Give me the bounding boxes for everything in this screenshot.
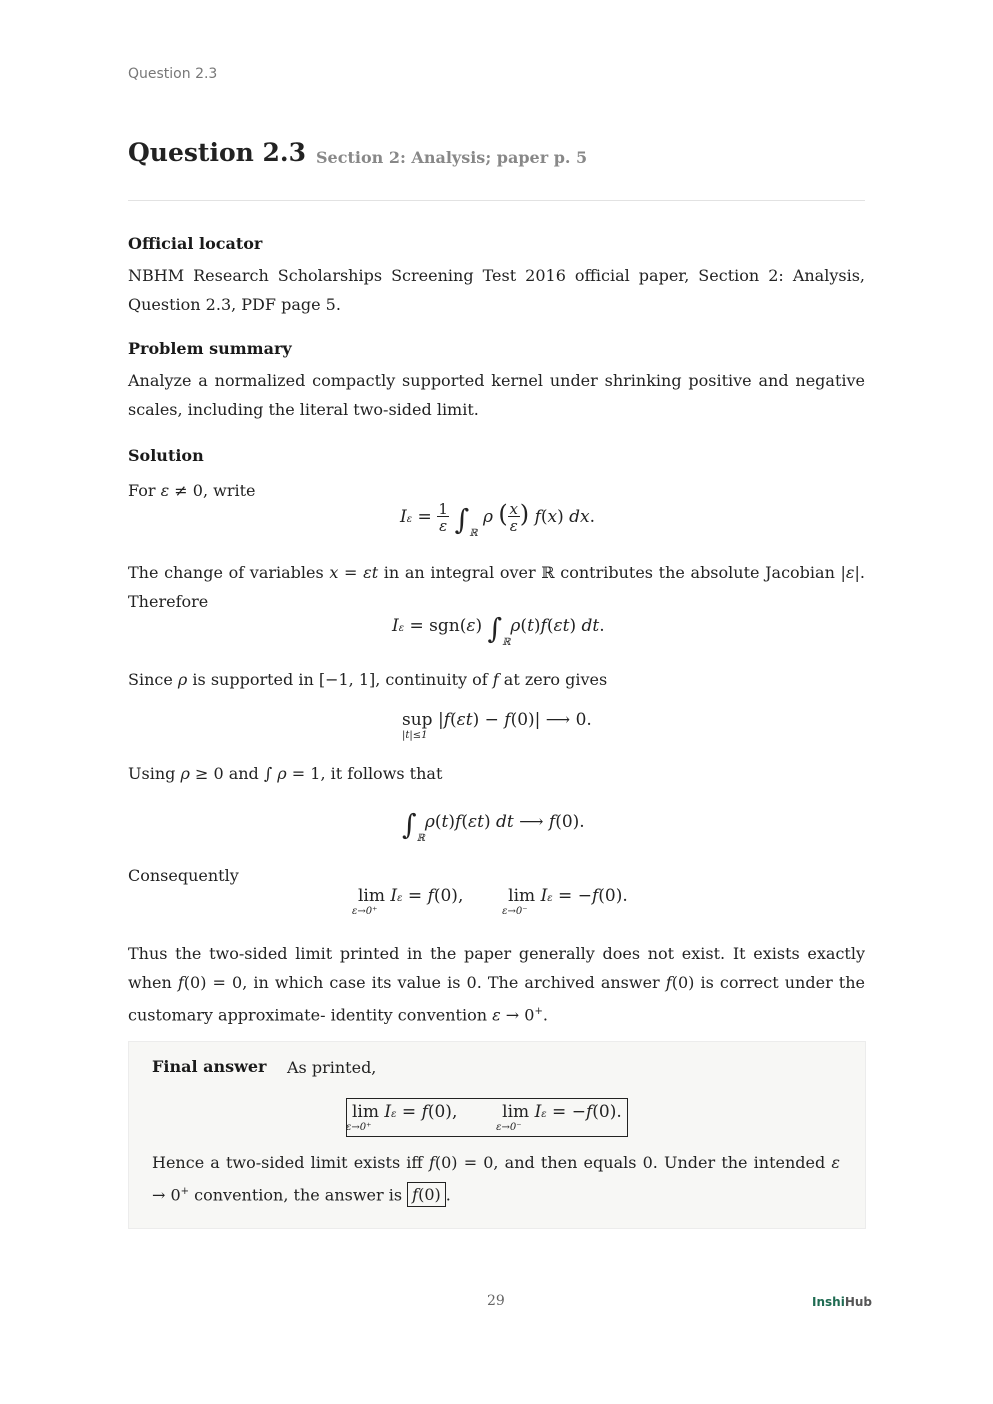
brand-part-1: Inshi xyxy=(812,1295,845,1309)
solution-paragraph-6: Thus the two-sided limit printed in the paper generally does not exist. It exists exactly when f(0) = 0, in which case its value is 0. The archived answer f(0) is correct under the customary approximate- identity convention ε → 0+. xyxy=(128,944,866,1025)
final-answer-text: Hence a two-sided limit exists iff f(0) = 0, and then equals 0. Under the intended ε → 0+ convention, the answer is f(0) . xyxy=(152,1148,840,1209)
final-answer-label: Final answer xyxy=(152,1057,267,1076)
summary-heading: Problem summary xyxy=(128,339,292,358)
summary-text: Analyze a normalized compactly supported kernel under shrinking positive and negative scales, including the literal two-sided limit. xyxy=(128,371,865,419)
solution-paragraph-5: Consequently xyxy=(128,866,239,885)
solution-paragraph-4: Using ρ ≥ 0 and ∫ ρ = 1, it follows that xyxy=(128,764,443,783)
locator-text: NBHM Research Scholarships Screening Test 2016 official paper, Section 2: Analysis, Question 2.3, PDF page 5. xyxy=(128,266,865,314)
equation-5: lim ε→0⁺ Iε = f(0), lim ε→0⁻ Iε = −f(0). xyxy=(352,886,628,917)
brand-logo xyxy=(812,1295,872,1309)
title-divider xyxy=(128,200,865,201)
solution-heading: Solution xyxy=(128,446,204,465)
question-title: Question 2.3 xyxy=(128,138,307,167)
solution-paragraph-1: For ε ≠ 0, write xyxy=(128,481,256,500)
locator-heading: Official locator xyxy=(128,234,263,253)
equation-4: $\int_ℝ\rho(t)f(\varepsilon t)$ dt ⟶ f(0). xyxy=(402,808,585,844)
equation-2: Iε = sgn(ε) $\int_ℝ\rho(t)f(\varepsilon t)$ dt. xyxy=(392,612,605,648)
running-head: Question 2.3 xyxy=(128,66,218,82)
equation-3: sup |t|≤1 |f(εt) − f(0)| ⟶ 0. xyxy=(402,710,592,741)
solution-paragraph-3: Since ρ is supported in [−1, 1], continuity of f at zero gives xyxy=(128,670,608,689)
final-answer-equation: lim ε→0⁺ Iε = f(0), lim ε→0⁻ Iε = −f(0). xyxy=(346,1098,628,1137)
brand-part-2: Hub xyxy=(844,1295,872,1309)
final-answer-intro: As printed, xyxy=(287,1058,377,1077)
question-subtitle: Section 2: Analysis; paper p. 5 xyxy=(316,148,588,167)
page-number: 29 xyxy=(487,1293,505,1309)
solution-paragraph-2: The change of variables x = εt in an integral over ℝ contributes the absolute Jacobian |ε|. Therefore xyxy=(128,563,865,611)
equation-1: Iε = 1 ε $\int_ℝ$ ρ $(\frac{x}{\varepsilon})$ f(x) dx. xyxy=(400,499,596,539)
